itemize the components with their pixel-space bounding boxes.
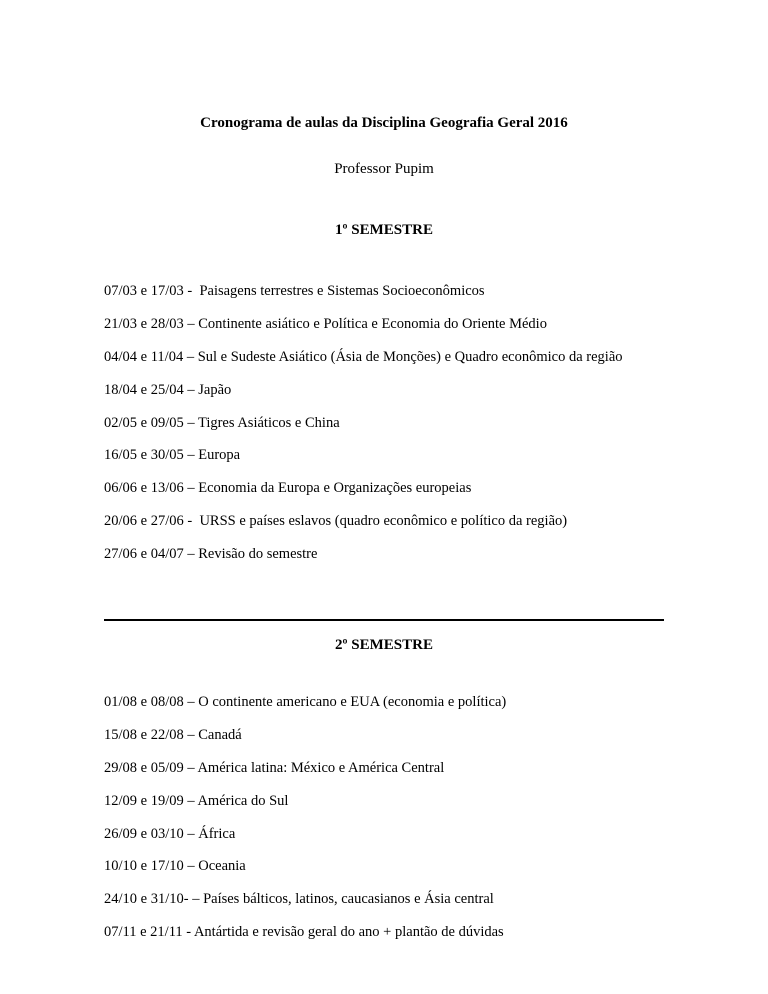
list-item: 10/10 e 17/10 – Oceania (104, 858, 246, 875)
list-item: 18/04 e 25/04 – Japão (104, 381, 232, 398)
list-item: 06/06 e 13/06 – Economia da Europa e Organizações europeias (104, 480, 472, 497)
list-item: 07/11 e 21/11 - Antártida e revisão geral do ano + plantão de dúvidas (104, 924, 504, 941)
list-item: 24/10 e 31/10- – Países bálticos, latinos, caucasianos e Ásia central (104, 891, 494, 908)
list-item: 27/06 e 04/07 – Revisão do semestre (104, 546, 318, 563)
semester-1-schedule-list (104, 239, 664, 564)
list-item: 15/08 e 22/08 – Canadá (104, 726, 242, 743)
list-item: 20/06 e 27/06 - URSS e países eslavos (quadro econômico e político da região) (104, 513, 568, 530)
list-item: 21/03 e 28/03 – Continente asiático e Política e Economia do Oriente Médio (104, 315, 547, 332)
semester-2-heading-wrap (104, 621, 664, 654)
semester-2-section (104, 579, 664, 942)
semester-2-heading: 2º SEMESTRE (335, 637, 433, 654)
list-item: 26/09 e 03/10 – África (104, 825, 236, 842)
list-item: 12/09 e 19/09 – América do Sul (104, 792, 289, 809)
page-title: Cronograma de aulas da Disciplina Geografia Geral 2016 (200, 115, 568, 131)
list-item: 07/03 e 17/03 - Paisagens terrestres e Sistemas Socioeconômicos (104, 283, 485, 299)
list-item: 16/05 e 30/05 – Europa (104, 447, 241, 464)
list-item: 02/05 e 09/05 – Tigres Asiáticos e China (104, 414, 340, 431)
semester-1-heading: 1º SEMESTRE (335, 222, 433, 238)
list-item: 01/08 e 08/08 – O continente americano e EUA (economia e política) (104, 694, 507, 711)
list-item: 04/04 e 11/04 – Sul e Sudeste Asiático (Ásia de Monções) e Quadro econômico da região (104, 348, 623, 365)
list-item: 29/08 e 05/09 – América latina: México e América Central (104, 759, 445, 776)
page-subtitle: Professor Pupim (334, 161, 434, 177)
semester-2-schedule-list (104, 654, 664, 942)
